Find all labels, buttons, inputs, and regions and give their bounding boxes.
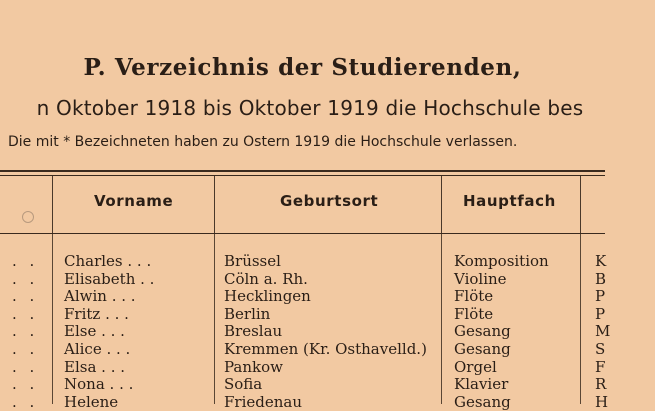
cell-geburtsort: Sofia — [224, 375, 263, 394]
cell-vorname: Elisabeth . . — [64, 269, 155, 288]
row-lead-dots: . . — [12, 322, 39, 341]
table-row — [0, 358, 605, 375]
header-rule — [0, 233, 605, 234]
cell-vorname: Helene — [64, 392, 119, 411]
table-row — [0, 375, 605, 392]
row-lead-dots: . . — [12, 357, 39, 376]
cell-hauptfach: Flöte — [454, 304, 494, 323]
cell-geburtsort: Berlin — [224, 304, 271, 323]
column-header-hauptfach: Hauptfach — [463, 192, 556, 210]
row-lead-dots: . . — [12, 340, 39, 358]
table-row — [0, 252, 605, 269]
cell-next-column: M — [595, 322, 611, 341]
cell-next-column: R — [595, 375, 607, 394]
table-row — [0, 392, 609, 411]
table-row — [0, 322, 611, 341]
cell-next-column: S — [595, 340, 606, 358]
row-lead-dots: . . — [12, 252, 39, 270]
cell-next-column: B — [595, 269, 607, 288]
row-lead-dots: . . — [12, 304, 39, 323]
row-lead-dots: . . — [12, 392, 39, 411]
cell-next-column: P — [595, 287, 606, 306]
cell-vorname: Nona . . . — [64, 375, 134, 394]
table-row — [0, 270, 605, 287]
row-lead-dots: . . — [12, 287, 39, 306]
header-divider — [214, 176, 215, 233]
cell-geburtsort: Hecklingen — [224, 287, 311, 306]
table-row — [0, 340, 605, 357]
cell-vorname: Alice . . . — [64, 340, 131, 358]
cell-next-column: K — [595, 252, 607, 270]
cell-hauptfach: Flöte — [454, 287, 494, 306]
cell-geburtsort: Kremmen (Kr. Osthavelld.) — [224, 340, 427, 358]
cell-hauptfach: Orgel — [454, 357, 497, 376]
stamp-mark — [22, 211, 34, 223]
cell-vorname: Alwin . . . — [64, 287, 136, 306]
page-title: P. Verzeichnis der Studierenden, — [83, 54, 522, 81]
column-header-vorname: Vorname — [94, 192, 174, 210]
cell-geburtsort: Friedenau — [224, 392, 302, 411]
cell-hauptfach: Gesang — [454, 322, 511, 341]
row-lead-dots: . . — [12, 269, 39, 288]
top-rule-thin — [0, 175, 605, 176]
cell-hauptfach: Gesang — [454, 392, 511, 411]
row-lead-dots: . . — [12, 375, 39, 394]
cell-vorname: Elsa . . . — [64, 357, 125, 376]
cell-geburtsort: Pankow — [224, 357, 283, 376]
table-row — [0, 305, 605, 322]
top-rule — [0, 170, 605, 172]
header-divider — [52, 176, 53, 233]
cell-next-column: H — [595, 392, 609, 411]
column-header-geburtsort: Geburtsort — [280, 192, 379, 210]
cell-hauptfach: Komposition — [454, 252, 549, 270]
cell-hauptfach: Gesang — [454, 340, 511, 358]
header-divider — [441, 176, 442, 233]
cell-hauptfach: Violine — [454, 269, 507, 288]
cell-geburtsort: Cöln a. Rh. — [224, 269, 308, 288]
header-divider — [580, 176, 581, 233]
page-subtitle: n Oktober 1918 bis Oktober 1919 die Hochschule bes — [36, 96, 584, 120]
cell-hauptfach: Klavier — [454, 375, 509, 394]
cell-next-column: P — [595, 304, 606, 323]
cell-vorname: Fritz . . . — [64, 304, 129, 323]
cell-vorname: Else . . . — [64, 322, 125, 341]
table-row — [0, 287, 605, 304]
cell-geburtsort: Breslau — [224, 322, 283, 341]
cell-next-column: F — [595, 357, 606, 376]
cell-vorname: Charles . . . — [64, 252, 152, 270]
footnote: Die mit * Bezeichneten haben zu Ostern 1919 die Hochschule verlassen. — [8, 134, 518, 150]
cell-geburtsort: Brüssel — [224, 252, 281, 270]
